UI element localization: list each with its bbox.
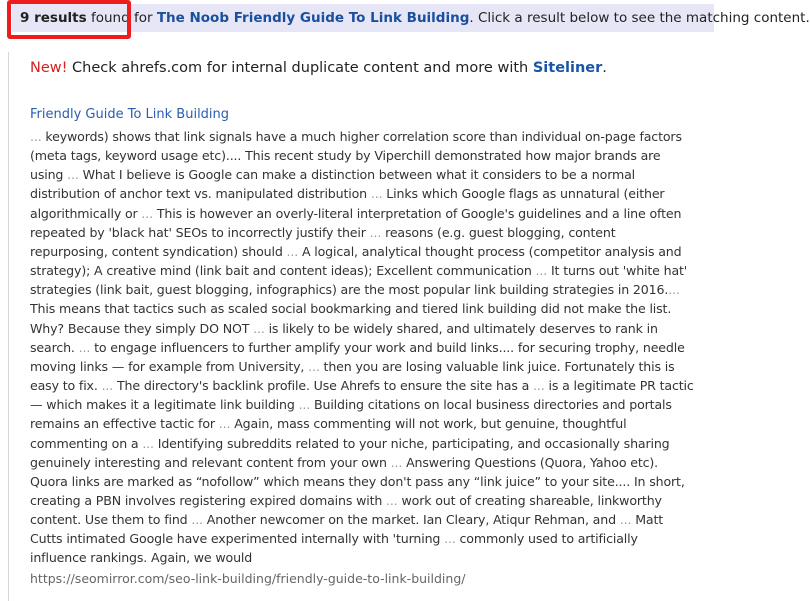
snippet-line: strategies (link bait, guest blogging, infographics) are the most popular link building strategies in 2016....	[30, 282, 680, 298]
result-url[interactable]: https://seomirror.com/seo-link-building/friendly-guide-to-link-building/	[30, 571, 466, 586]
snippet-line: creating a PBN involves registering expired domains with ... work out of creating shareable, linkworthy	[30, 492, 662, 508]
new-label: New!	[30, 60, 68, 76]
search-query-link[interactable]: The Noob Friendly Guide To Link Building	[156, 10, 470, 26]
snippet-line: distribution of anchor text vs. manipulated distribution ... Links which Google flags as unnatural (either	[30, 186, 665, 202]
snippet-line: content. Use them to find ... Another newcomer on the market. Ian Cleary, Atiqur Rehman, and ... Matt	[30, 512, 664, 528]
results-instruction: . Click a result below to see the matching content.	[469, 10, 810, 26]
snippet-line: Quora links are marked as “nofollow” which means they don't pass any “link juice” to your site.... In short,	[30, 473, 685, 489]
result-snippet	[30, 127, 698, 568]
snippet-line: (meta tags, keyword usage etc).... This recent study by Viperchill demonstrated how major brands are	[30, 148, 661, 164]
snippet-line: genuinely interesting and relevant content from your own ... Answering Questions (Quora, Yahoo etc).	[30, 454, 659, 470]
snippet-line: commenting on a ... Identifying subreddits related to your niche, participating, and occasionally sharing	[30, 435, 670, 451]
snippet-line: repurposing, content syndication) should ... A logical, analytical thought process (competitor analysis and	[30, 243, 682, 259]
snippet-line: repeated by 'black hat' SEOs to incorrectly justify their ... reasons (e.g. guest blogging, content	[30, 224, 616, 240]
promo-text: Check ahrefs.com for internal duplicate content and more with	[67, 60, 533, 76]
promo-end: .	[602, 60, 607, 76]
snippet-line: easy to fix. ... The directory's backlink profile. Use Ahrefs to ensure the site has a ... is a legitimate PR tactic	[30, 378, 694, 394]
results-summary-bar	[12, 4, 810, 32]
results-panel	[8, 52, 714, 601]
snippet-line: remains an effective tactic for ... Again, mass commenting will not work, but genuine, thoughtful	[30, 416, 627, 432]
snippet-line: using ... What I believe is Google can make a distinction between what it considers to be a normal	[30, 167, 636, 183]
snippet-line: search. ... to engage influencers to further amplify your work and build links.... for securing trophy, needle	[30, 339, 685, 355]
snippet-line: Why? Because they simply DO NOT ... is likely to be widely shared, and ultimately deserves to rank in	[30, 320, 658, 336]
snippet-line: strategy); A creative mind (link bait and content ideas); Excellent communication ... It turns out 'white hat'	[30, 263, 688, 279]
promo-banner	[30, 58, 607, 78]
result-title-link[interactable]: Friendly Guide To Link Building	[30, 107, 230, 122]
snippet-line: — which makes it a legitimate link building ... Building citations on local business directories and portals	[30, 397, 672, 413]
snippet-line: influence rankings. Again, we would	[30, 550, 253, 566]
snippet-line: Cutts intimated Google have experimented internally with 'turning ... commonly used to artificially	[30, 531, 638, 547]
snippet-line: ... keywords) shows that link signals have a much higher correlation score than individual on-page factors	[30, 129, 682, 144]
snippet-line: algorithmically or ... This is however an overly-literal interpretation of Google's guidelines and a line often	[30, 205, 682, 221]
snippet-line: moving links — for example from University, ... then you are losing valuable link juice. Fortunately this is	[30, 358, 675, 374]
results-found-text: found for	[86, 10, 157, 26]
snippet-line: This means that tactics such as scaled social bookmarking and tiered link building did not make the list.	[30, 301, 672, 317]
results-count: 9 results	[20, 10, 87, 26]
siteliner-link[interactable]: Siteliner	[532, 60, 603, 76]
